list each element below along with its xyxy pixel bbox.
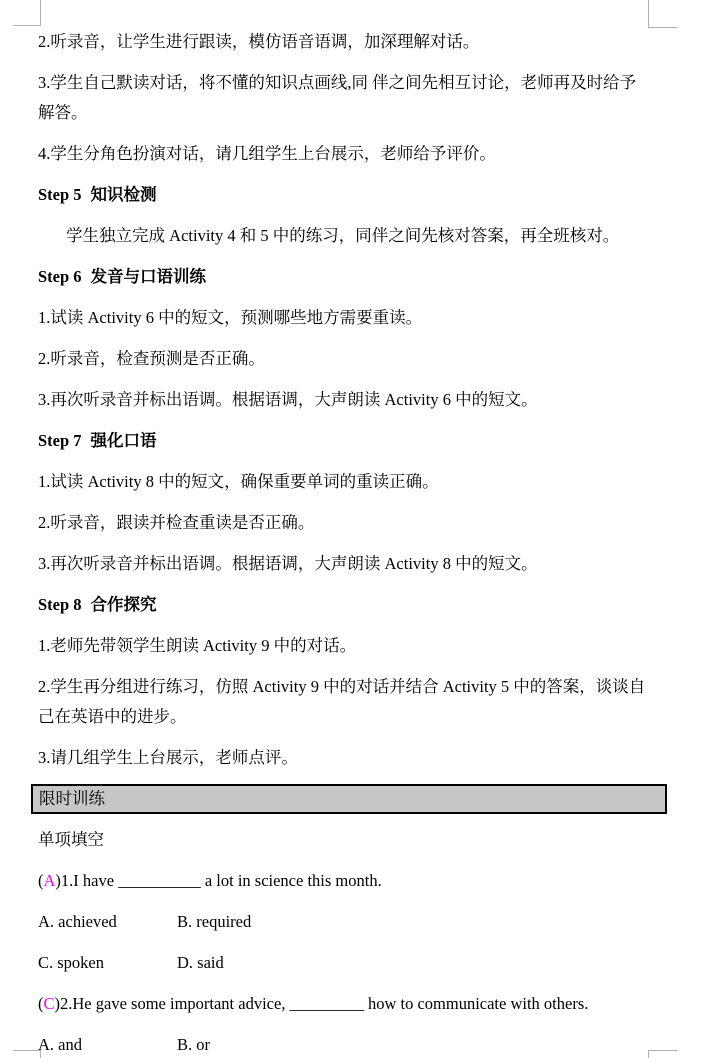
step-label: Step 8: [38, 595, 82, 614]
procedure-item: 1.试读 Activity 6 中的短文，预测哪些地方需要重读。: [38, 308, 423, 327]
procedure-item: 学生独立完成 Activity 4 和 5 中的练习，同伴之间先核对答案，再全班核对。: [66, 226, 620, 245]
procedure-item: 1.老师先带领学生朗读 Activity 9 中的对话。: [38, 636, 357, 655]
page-margin-mark-bottom-left: [13, 1050, 41, 1058]
option-cell: C. spoken: [38, 953, 104, 972]
question-text-after-blank: how to communicate with others.: [363, 994, 589, 1013]
step-heading: [38, 590, 648, 620]
step-title: 发音与口语训练: [90, 267, 207, 286]
blank-line: _________: [289, 994, 364, 1013]
answer-letter: A: [43, 871, 56, 890]
step-title: 强化口语: [90, 431, 157, 450]
procedure-item: 3.再次听录音并标出语调。根据语调，大声朗读 Activity 6 中的短文。: [38, 390, 538, 409]
step-heading: [38, 180, 648, 210]
options-row: [38, 1030, 648, 1058]
step-title: 知识检测: [90, 185, 157, 204]
step-heading: [38, 262, 648, 292]
options-row: [38, 907, 648, 937]
procedure-item: 3.学生自己默读对话，将不懂的知识点画线,同 伴之间先相互讨论，老师再及时给予解答。: [38, 73, 637, 122]
answer-paren-open: (: [38, 871, 44, 890]
options-row: [38, 948, 648, 978]
page-margin-mark-top-left: [13, 0, 41, 26]
option-cell: B. or: [177, 1035, 210, 1054]
option-cell: A. and: [38, 1035, 82, 1054]
question-text-after-blank: a lot in science this month.: [200, 871, 382, 890]
step-label: Step 5: [38, 185, 82, 204]
procedure-item: 3.再次听录音并标出语调。根据语调，大声朗读 Activity 8 中的短文。: [38, 554, 538, 573]
answer-paren-open: (: [38, 994, 44, 1013]
question-text-before-blank: 1.I have: [60, 871, 119, 890]
question-line: [38, 989, 648, 1019]
procedure-item: 2.听录音，检查预测是否正确。: [38, 349, 265, 368]
question-text-before-blank: 2.He gave some important advice,: [60, 994, 290, 1013]
procedure-item: 2.学生再分组进行练习，仿照 Activity 9 中的对话并结合 Activity 5 中的答案，谈谈自己在英语中的进步。: [38, 677, 646, 726]
procedure-item: 2.听录音，让学生进行跟读，模仿语音语调，加深理解对话。: [38, 32, 480, 51]
page-margin-mark-top-right: [648, 0, 677, 28]
answer-letter: C: [43, 994, 55, 1013]
procedure-item: 3.请几组学生上台展示，老师点评。: [38, 748, 298, 767]
step-title: 合作探究: [90, 595, 157, 614]
timed-practice-title: 限时训练: [39, 789, 105, 808]
step-heading: [38, 426, 648, 456]
procedure-item: 2.听录音，跟读并检查重读是否正确。: [38, 513, 315, 532]
blank-line: __________: [118, 871, 201, 890]
procedure-item: 1.试读 Activity 8 中的短文，确保重要单词的重读正确。: [38, 472, 439, 491]
procedure-item: 4.学生分角色扮演对话，请几组学生上台展示，老师给予评价。: [38, 144, 496, 163]
step-label: Step 6: [38, 267, 82, 286]
step-label: Step 7: [38, 431, 82, 450]
page-margin-mark-bottom-right: [648, 1050, 677, 1058]
option-cell: A. achieved: [38, 912, 117, 931]
answer-paren-close: ): [55, 871, 61, 890]
answer-paren-close: ): [54, 994, 61, 1013]
option-cell: B. required: [177, 912, 252, 931]
question-line: [38, 866, 648, 896]
exercise-type-heading: 单项填空: [38, 830, 104, 849]
timed-practice-section-bar: [31, 784, 667, 814]
option-cell: D. said: [177, 953, 224, 972]
